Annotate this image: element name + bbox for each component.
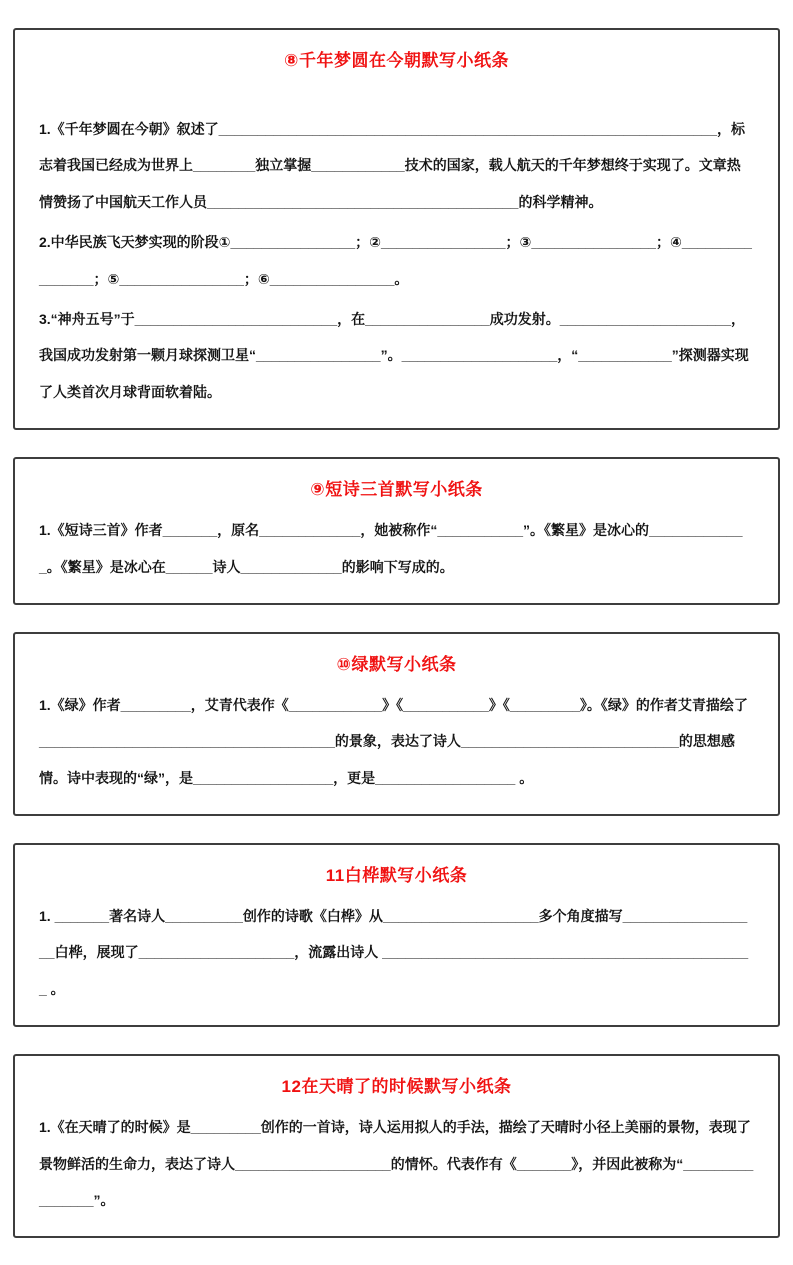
section-paragraph: 1. _______著名诗人__________创作的诗歌《白桦》从____________________多个角度描写__________________白桦，展现了____________________，流露出诗人 ________________________________________________ 。 (39, 908, 749, 997)
section-paragraph: 1.《在天晴了的时候》是_________创作的一首诗，诗人运用拟人的手法，描绘了天晴时小径上美丽的景物，表现了景物鲜活的生命力，表达了诗人____________________的情怀。代表作有《_______》，并因此被称为“________________”。 (39, 1119, 754, 1209)
section-card-lv (13, 632, 780, 816)
section-card-qiannian-mengyuan (13, 28, 780, 430)
section-paragraph: 1.《短诗三首》作者_______，原名_____________，她被称作“___________”。《繁星》是冰心的_____________。《繁星》是冰心在______诗人_____________的影响下写成的。 (39, 522, 743, 575)
section-title: 11白桦默写小纸条 (325, 866, 468, 886)
section-title: 12在天晴了的时候默写小纸条 (281, 1077, 512, 1097)
section-card-duanshi-sanshou (13, 457, 780, 605)
section-paragraph: 2.中华民族飞天梦实现的阶段①________________；②________________；③________________；④________________；⑤________________；⑥________________。 (39, 234, 752, 287)
section-paragraph: 1.《绿》作者_________，艾青代表作《____________》《___________》《_________》。《绿》的作者艾青描绘了______________________________________的景象，表达了诗人____________________________的思想感情。诗中表现的“绿”，是__________________，更是__________________ 。 (39, 696, 748, 786)
worksheet-page (0, 28, 793, 1238)
section-title: ⑧千年梦圆在今朝默写小纸条 (284, 51, 509, 70)
section-paragraph: 3.“神舟五号”于__________________________，在________________成功发射。______________________，我国成功发射第一颗月球探测卫星“________________”。____________________，“____________”探测器实现了人类首次月球背面软着陆。 (39, 310, 749, 400)
section-paragraph: 1.《千年梦圆在今朝》叙述了________________________________________________________________，标志着我国已经成为世界上________独立掌握____________技术的国家，载人航天的千年梦想终于实现了。文章热情赞扬了中国航天工作人员________________________________________的科学精神。 (39, 121, 745, 210)
section-card-zai-tianqing (13, 1054, 780, 1238)
section-card-baihua (13, 843, 780, 1027)
section-title: ⑨短诗三首默写小纸条 (310, 480, 483, 500)
section-title: ⑩绿默写小纸条 (336, 654, 457, 674)
